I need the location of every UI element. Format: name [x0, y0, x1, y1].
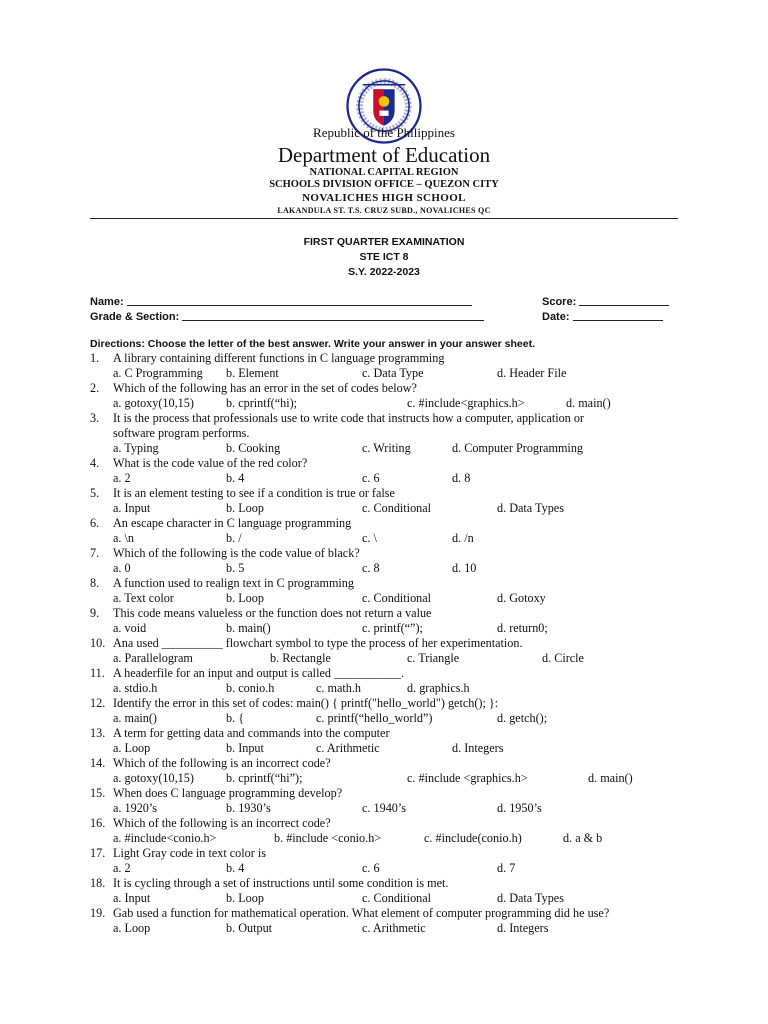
question-number: 15.	[90, 786, 106, 800]
score-field	[542, 294, 669, 308]
answer-choice: c. Writing	[362, 441, 411, 455]
answer-choice: a. #include<conio.h>	[113, 831, 217, 845]
answer-choice: c. Triangle	[407, 651, 460, 665]
answer-choice: a. Loop	[113, 921, 151, 935]
question-number: 18.	[90, 876, 106, 890]
choice-row	[0, 711, 768, 726]
question-item	[0, 456, 768, 471]
choice-row	[0, 741, 768, 756]
question-number: 9.	[90, 606, 100, 620]
answer-choice: b. Loop	[226, 891, 264, 905]
question-number: 8.	[90, 576, 100, 590]
exam-title: FIRST QUARTER EXAMINATION	[303, 236, 465, 248]
question-text: Which of the following is an incorrect code?	[113, 816, 331, 830]
choice-row	[0, 801, 768, 816]
answer-choice: a. C Programming	[113, 366, 203, 380]
score-label: Score:	[542, 296, 577, 308]
question-item	[0, 906, 768, 921]
question-text: Which of the following has an error in the set of codes below?	[113, 381, 417, 395]
question-text: Light Gray code in text color is	[113, 846, 266, 860]
answer-choice: a. main()	[113, 711, 157, 725]
answer-choice: c. printf(“”);	[362, 621, 423, 635]
answer-choice: d. Integers	[452, 741, 504, 755]
answer-choice: b. cprintf(“hi”);	[226, 771, 303, 785]
question-text: An escape character in C language programming	[113, 516, 352, 530]
answer-choice: a. stdio.h	[113, 681, 158, 695]
question-text: A headerfile for an input and output is called ___________.	[113, 666, 405, 680]
school-year: S.Y. 2022-2023	[348, 266, 420, 278]
answer-choice: a. 1920’s	[113, 801, 158, 815]
question-text: A library containing different functions in C language programming	[113, 351, 445, 365]
grade-section-blank[interactable]	[182, 309, 484, 321]
question-text: Which of the following is an incorrect code?	[113, 756, 331, 770]
name-blank[interactable]	[127, 294, 472, 306]
grade-section-label: Grade & Section:	[90, 311, 180, 323]
answer-choice: c. math.h	[316, 681, 362, 695]
question-number: 16.	[90, 816, 106, 830]
answer-choice: c. 8	[362, 561, 380, 575]
answer-choice: b. 4	[226, 471, 245, 485]
answer-choice: c. \	[362, 531, 377, 545]
question-text: Identify the error in this set of codes: main() { printf("hello_world") getch(); }:	[113, 696, 499, 710]
answer-choice: c. 6	[362, 861, 380, 875]
answer-choice: b. /	[226, 531, 242, 545]
answer-choice: d. return0;	[497, 621, 548, 635]
question-text: A function used to realign text in C programming	[113, 576, 354, 590]
answer-choice: d. Integers	[497, 921, 549, 935]
name-label: Name:	[90, 296, 124, 308]
score-blank[interactable]	[579, 294, 669, 306]
question-item	[0, 876, 768, 891]
answer-choice: b. Input	[226, 741, 264, 755]
question-number: 19.	[90, 906, 106, 920]
question-number: 3.	[90, 411, 100, 425]
answer-choice: b. conio.h	[226, 681, 275, 695]
answer-choice: c. Conditional	[362, 591, 432, 605]
answer-choice: d. Data Types	[497, 501, 564, 515]
question-item	[0, 816, 768, 831]
date-blank[interactable]	[573, 309, 663, 321]
answer-choice: a. Text color	[113, 591, 174, 605]
choice-row	[0, 501, 768, 516]
answer-choice: c. #include(conio.h)	[424, 831, 522, 845]
question-text: A term for getting data and commands into the computer	[113, 726, 390, 740]
question-text-continued	[0, 426, 768, 441]
region-heading: NATIONAL CAPITAL REGION	[309, 167, 459, 178]
answer-choice: d. Circle	[542, 651, 584, 665]
question-item	[0, 606, 768, 621]
choice-row	[0, 621, 768, 636]
answer-choice: a. Input	[113, 501, 151, 515]
answer-choice: a. void	[113, 621, 147, 635]
answer-choice: c. #include <graphics.h>	[407, 771, 528, 785]
question-number: 12.	[90, 696, 106, 710]
answer-choice: a. Parallelogram	[113, 651, 193, 665]
answer-choice: d. getch();	[497, 711, 548, 725]
answer-choice: b. 4	[226, 861, 245, 875]
question-item	[0, 351, 768, 366]
answer-choice: c. Arithmetic	[316, 741, 380, 755]
question-text: Which of the following is the code value of black?	[113, 546, 360, 560]
question-number: 5.	[90, 486, 100, 500]
answer-choice: b. Cooking	[226, 441, 281, 455]
question-number: 10.	[90, 636, 106, 650]
answer-choice: a. Loop	[113, 741, 151, 755]
question-item	[0, 411, 768, 426]
answer-choice: a. gotoxy(10,15)	[113, 771, 194, 785]
exam-subject: STE ICT 8	[359, 251, 409, 263]
choice-row	[0, 531, 768, 546]
header-divider	[90, 218, 678, 219]
choice-row	[0, 471, 768, 486]
answer-choice: b. 5	[226, 561, 245, 575]
answer-choice: b. Output	[226, 921, 273, 935]
answer-choice: a. 2	[113, 861, 131, 875]
question-text: What is the code value of the red color?	[113, 456, 308, 470]
answer-choice: a. 2	[113, 471, 131, 485]
answer-choice: b. Loop	[226, 591, 264, 605]
answer-choice: c. Conditional	[362, 501, 432, 515]
question-number: 1.	[90, 351, 100, 365]
question-number: 4.	[90, 456, 100, 470]
question-item	[0, 756, 768, 771]
question-item	[0, 546, 768, 561]
question-item	[0, 576, 768, 591]
question-number: 6.	[90, 516, 100, 530]
question-item	[0, 636, 768, 651]
answer-choice: c. Data Type	[362, 366, 424, 380]
question-text: software program performs.	[113, 426, 250, 440]
question-number: 13.	[90, 726, 106, 740]
question-item	[0, 846, 768, 861]
question-item	[0, 486, 768, 501]
answer-choice: b. 1930’s	[226, 801, 271, 815]
question-text: Ana used __________ flowchart symbol to type the process of her experimentation.	[113, 636, 523, 650]
republic-heading: Republic of the Philippines	[313, 125, 455, 140]
answer-choice: c. #include<graphics.h>	[407, 396, 525, 410]
school-address: LAKANDULA ST. T.S. CRUZ SUBD., NOVALICHES QC	[277, 206, 491, 215]
question-item	[0, 726, 768, 741]
answer-choice: c. Arithmetic	[362, 921, 426, 935]
school-name: NOVALICHES HIGH SCHOOL	[302, 192, 466, 204]
answer-choice: d. Header File	[497, 366, 567, 380]
question-text: Gab used a function for mathematical operation. What element of computer programming did he use?	[113, 906, 610, 920]
question-number: 14.	[90, 756, 106, 770]
answer-choice: d. graphics.h	[407, 681, 470, 695]
choice-row	[0, 561, 768, 576]
answer-choice: d. a & b	[563, 831, 603, 845]
answer-choice: a. Typing	[113, 441, 159, 455]
answer-choice: d. 7	[497, 861, 516, 875]
choice-row	[0, 441, 768, 456]
answer-choice: d. /n	[452, 531, 474, 545]
choice-row	[0, 681, 768, 696]
question-number: 7.	[90, 546, 100, 560]
question-item	[0, 381, 768, 396]
answer-choice: b. Rectangle	[270, 651, 331, 665]
answer-choice: b. {	[226, 711, 245, 725]
answer-choice: d. Gotoxy	[497, 591, 546, 605]
answer-choice: d. Computer Programming	[452, 441, 584, 455]
choice-row	[0, 921, 768, 936]
answer-choice: c. printf(“hello_world”)	[316, 711, 433, 725]
question-list	[0, 351, 768, 936]
question-number: 17.	[90, 846, 106, 860]
answer-choice: c. 6	[362, 471, 380, 485]
answer-choice: d. 1950’s	[497, 801, 542, 815]
answer-choice: d. 8	[452, 471, 471, 485]
answer-choice: b. main()	[226, 621, 271, 635]
department-heading: Department of Education	[277, 143, 491, 167]
question-item	[0, 696, 768, 711]
answer-choice: c. Conditional	[362, 891, 432, 905]
question-item	[0, 666, 768, 681]
choice-row	[0, 861, 768, 876]
choice-row	[0, 831, 768, 846]
choice-row	[0, 396, 768, 411]
date-field	[542, 309, 663, 323]
choice-row	[0, 366, 768, 381]
directions: Directions: Choose the letter of the best answer. Write your answer in your answer sheet.	[90, 338, 536, 350]
answer-choice: b. Element	[226, 366, 279, 380]
question-text: It is the process that professionals use to write code that instructs how a computer, application or	[113, 411, 584, 425]
name-field	[90, 294, 472, 308]
question-text: It is cycling through a set of instructions until some condition is met.	[113, 876, 449, 890]
question-text: It is an element testing to see if a condition is true or false	[113, 486, 395, 500]
question-number: 11.	[90, 666, 105, 680]
date-label: Date:	[542, 311, 570, 323]
question-text: This code means valueless or the function does not return a value	[113, 606, 432, 620]
answer-choice: d. Data Types	[497, 891, 564, 905]
grade-section-field	[90, 309, 484, 323]
choice-row	[0, 591, 768, 606]
question-text: When does C language programming develop?	[113, 786, 343, 800]
question-item	[0, 786, 768, 801]
choice-row	[0, 651, 768, 666]
answer-choice: a. gotoxy(10,15)	[113, 396, 194, 410]
division-heading: SCHOOLS DIVISION OFFICE – QUEZON CITY	[269, 179, 499, 190]
answer-choice: b. cprintf(“hi);	[226, 396, 298, 410]
question-number: 2.	[90, 381, 100, 395]
choice-row	[0, 771, 768, 786]
answer-choice: d. main()	[588, 771, 633, 785]
answer-choice: c. 1940’s	[362, 801, 407, 815]
choice-row	[0, 891, 768, 906]
answer-choice: a. \n	[113, 531, 134, 545]
answer-choice: b. Loop	[226, 501, 264, 515]
answer-choice: a. Input	[113, 891, 151, 905]
question-item	[0, 516, 768, 531]
answer-choice: b. #include <conio.h>	[274, 831, 382, 845]
answer-choice: d. 10	[452, 561, 477, 575]
answer-choice: d. main()	[566, 396, 611, 410]
answer-choice: a. 0	[113, 561, 131, 575]
